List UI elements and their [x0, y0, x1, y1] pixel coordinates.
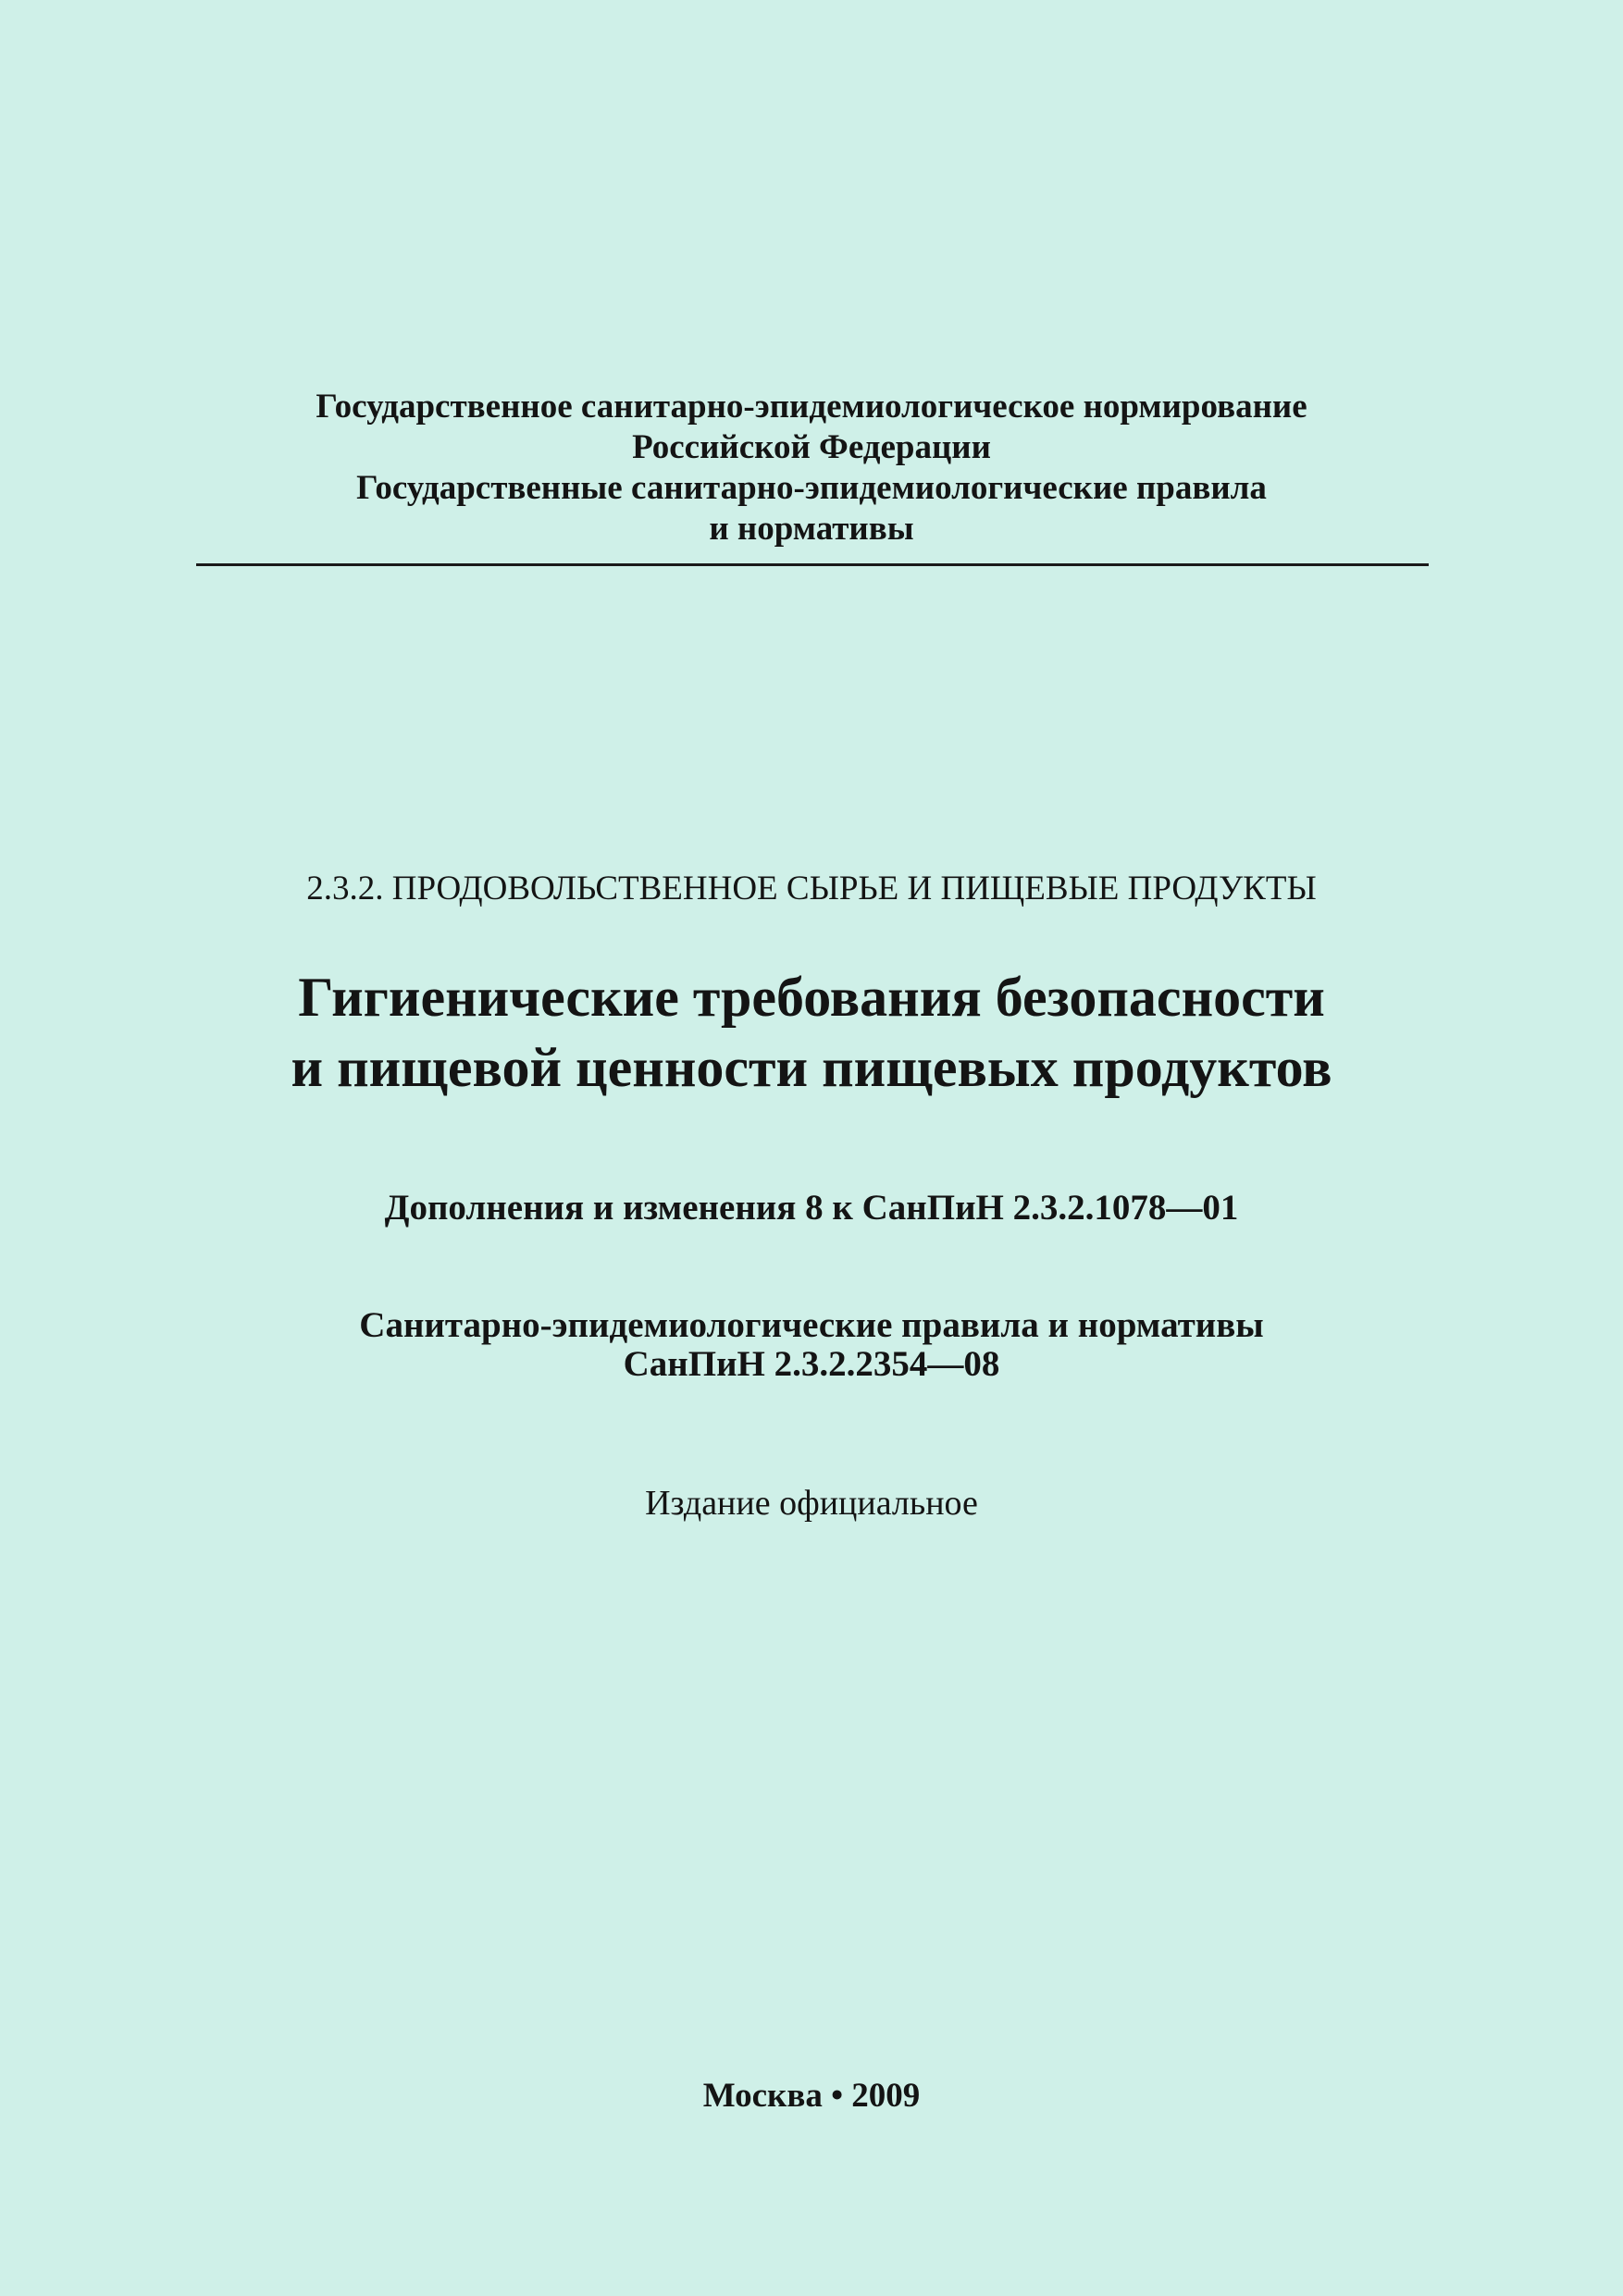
document-title — [139, 962, 1484, 1103]
title-line: Гигиенические требования безопасности — [298, 967, 1325, 1028]
imprint: Москва • 2009 — [702, 2077, 921, 2115]
edition-note: Издание официальное — [645, 1484, 978, 1523]
rules-line: СанПиН 2.3.2.2354—08 — [623, 1344, 1000, 1384]
header-line: Российской Федерации — [632, 428, 991, 466]
header-line: и нормативы — [709, 510, 914, 548]
rules-heading — [139, 1306, 1484, 1384]
header-line: Государственные санитарно-эпидемиологические правила — [356, 469, 1267, 507]
rules-line: Санитарно-эпидемиологические правила и нормативы — [359, 1305, 1264, 1345]
series-heading: 2.3.2. ПРОДОВОЛЬСТВЕННОЕ СЫРЬЕ И ПИЩЕВЫЕ ПРОДУКТЫ — [306, 870, 1317, 907]
header-line: Государственное санитарно-эпидемиологическое нормирование — [316, 388, 1307, 426]
supplement-heading: Дополнения и изменения 8 к СанПиН 2.3.2.1078—01 — [384, 1188, 1239, 1228]
header-block — [185, 387, 1438, 549]
header-divider — [196, 563, 1429, 566]
title-line: и пищевой ценности пищевых продуктов — [291, 1037, 1332, 1098]
